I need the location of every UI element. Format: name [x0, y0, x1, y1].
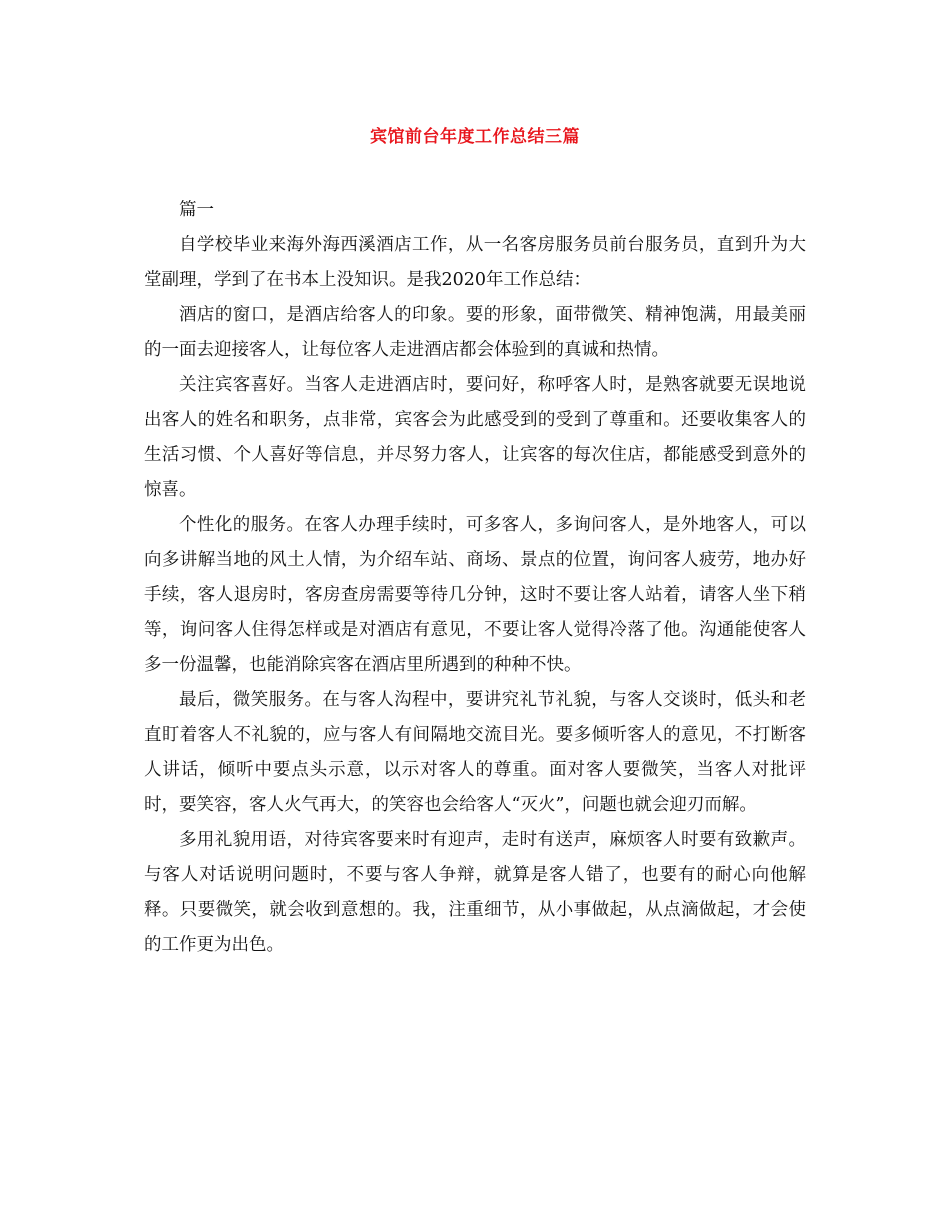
paragraph-window: 酒店的窗口，是酒店给客人的印象。要的形象，面带微笑、精神饱满，用最美丽的一面去迎接客人，让每位客人走进酒店都会体验到的真诚和热情。: [144, 305, 806, 360]
paragraph-polite-language: 多用礼貌用语，对待宾客要来时有迎声，走时有送声，麻烦客人时要有致歉声。与客人对话说明问题时，不要与客人争辩，就算是客人错了，也要有的耐心向他解释。只要微笑，就会收到意想的。我，注重细节，从小事做起，从点滴做起，才会使的工作更为出色。: [144, 830, 806, 955]
section-heading: 篇一: [179, 200, 214, 220]
paragraph-guest-preferences: 关注宾客喜好。当客人走进酒店时，要问好，称呼客人时，是熟客就要无误地说出客人的姓名和职务，点非常，宾客会为此感受到的受到了尊重和。还要收集客人的生活习惯、个人喜好等信息，并尽努力客人，让宾客的每次住店，都能感受到意外的惊喜。: [144, 375, 806, 500]
paragraph-smile-service: 最后，微笑服务。在与客人沟程中，要讲究礼节礼貌，与客人交谈时，低头和老直盯着客人不礼貌的，应与客人有间隔地交流目光。要多倾听客人的意见，不打断客人讲话，倾听中要点头示意，以示对客人的尊重。面对客人要微笑，当客人对批评时，要笑容，客人火气再大，的笑容也会给客人“灭火”，问题也就会迎刃而解。: [144, 690, 806, 815]
document-body: [144, 193, 806, 963]
document-title: 宾馆前台年度工作总结三篇: [370, 127, 580, 147]
paragraph-personalized-service: 个性化的服务。在客人办理手续时，可多客人，多询问客人，是外地客人，可以向多讲解当地的风土人情，为介绍车站、商场、景点的位置，询问客人疲劳，地办好手续，客人退房时，客房查房需要等待几分钟，这时不要让客人站着，请客人坐下稍等，询问客人住得怎样或是对酒店有意见，不要让客人觉得冷落了他。沟通能使客人多一份温馨，也能消除宾客在酒店里所遇到的种种不快。: [144, 515, 806, 675]
paragraph-intro: 自学校毕业来海外海西溪酒店工作，从一名客房服务员前台服务员，直到升为大堂副理，学到了在书本上没知识。是我2020年工作总结：: [144, 235, 806, 290]
